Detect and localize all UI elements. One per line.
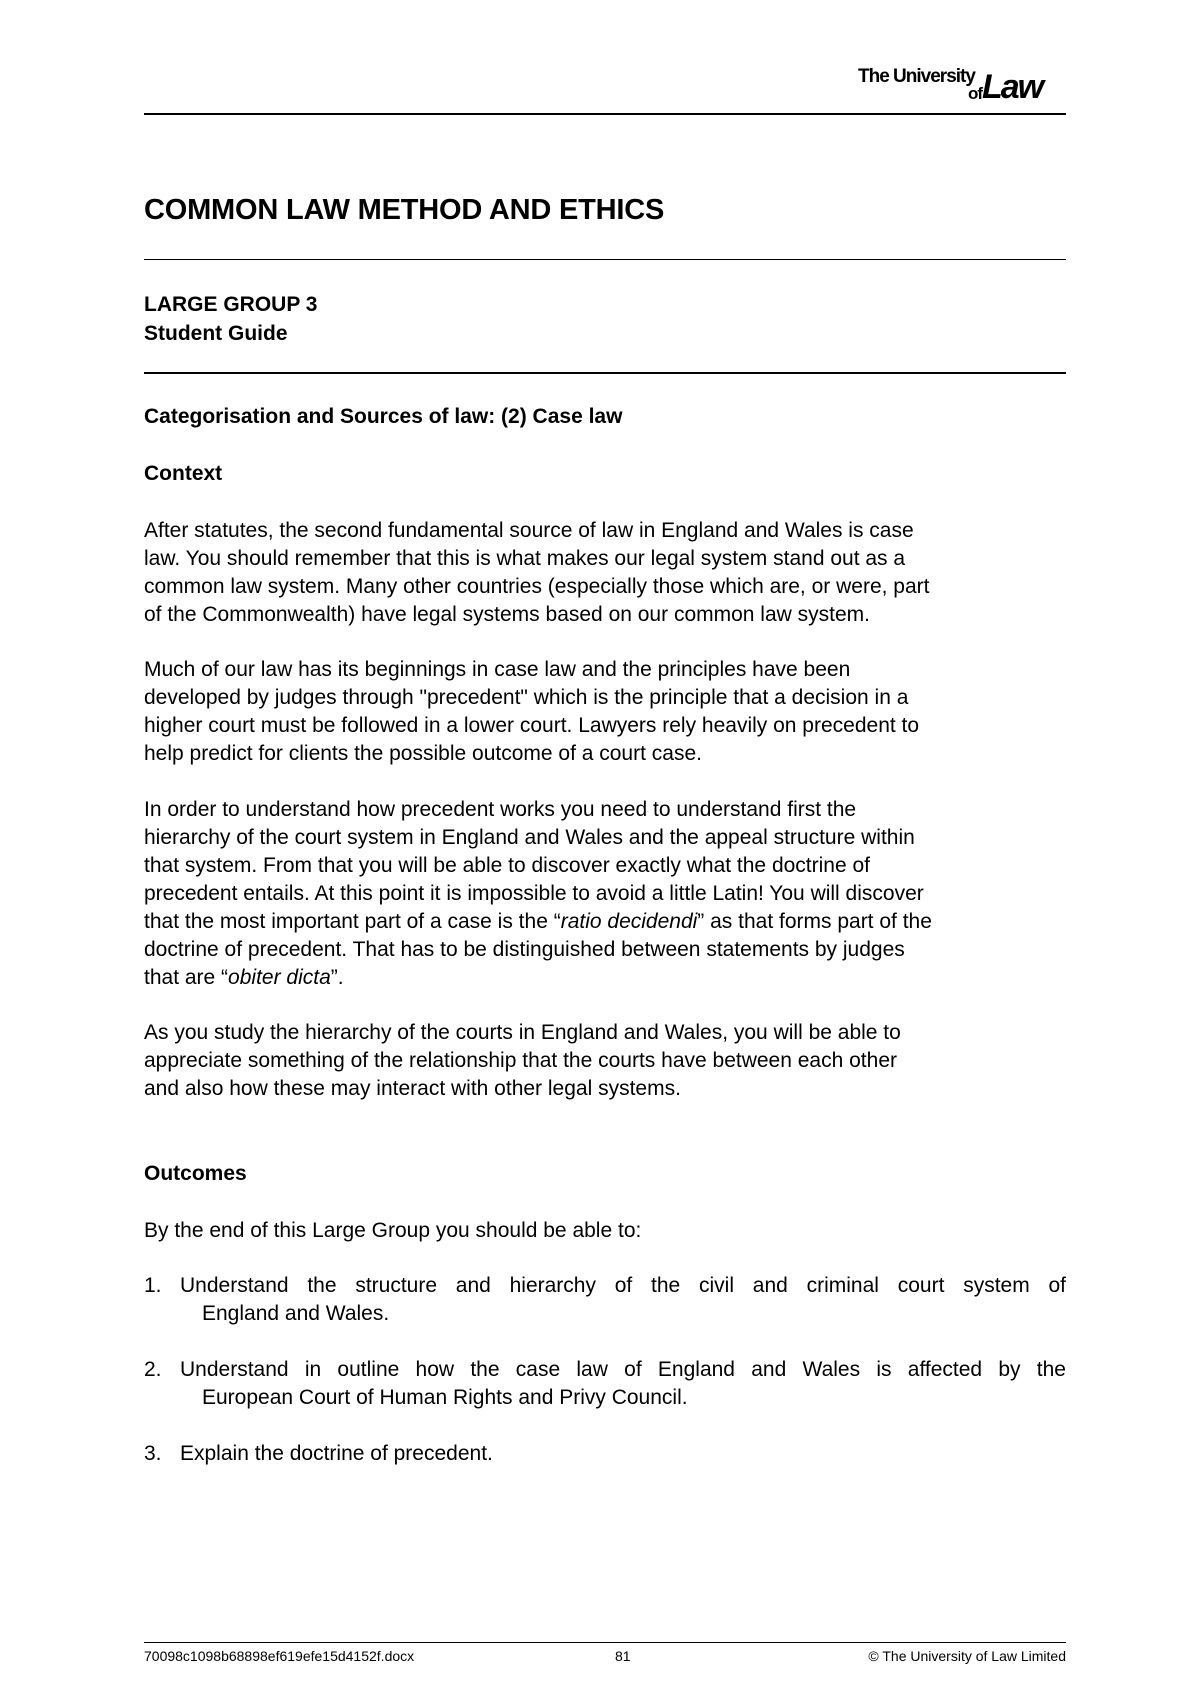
outcome-number: 2.: [144, 1358, 162, 1381]
paragraph-line: By the end of this Large Group you should be able to:: [144, 1219, 642, 1242]
paragraph-line: In order to understand how precedent works you need to understand first the: [144, 798, 857, 821]
paragraph-line: that system. From that you will be able to discover exactly what the doctrine of: [144, 854, 870, 877]
context-paragraph-4: [144, 1019, 1069, 1103]
obiter-dicta-term: obiter dicta: [228, 966, 331, 989]
group-divider: [144, 372, 1066, 374]
text-run: that the most important part of a case is the “: [144, 910, 561, 933]
logo-the-university-text: The University: [858, 66, 975, 87]
outcome-item-1: [144, 1272, 1066, 1328]
university-of-law-logo: [856, 64, 1066, 108]
context-paragraph-1: [144, 517, 1069, 629]
footer-copyright: © The University of Law Limited: [868, 1648, 1066, 1664]
document-title: COMMON LAW METHOD AND ETHICS: [144, 194, 665, 226]
paragraph-line: of the Commonwealth) have legal systems based on our common law system.: [144, 603, 870, 626]
paragraph-line: precedent entails. At this point it is impossible to avoid a little Latin! You will discover: [144, 882, 924, 905]
paragraph-line: higher court must be followed in a lower court. Lawyers rely heavily on precedent to: [144, 714, 920, 737]
paragraph-line: hierarchy of the court system in England and Wales and the appeal structure within: [144, 826, 915, 849]
context-paragraph-2: [144, 656, 1069, 768]
text-run: that are “: [144, 966, 229, 989]
footer-page-number: 81: [615, 1648, 631, 1664]
outcome-item-2: [144, 1356, 1066, 1412]
student-guide-label: Student Guide: [144, 322, 288, 345]
paragraph-line: developed by judges through "precedent" which is the principle that a decision in a: [144, 686, 909, 709]
ratio-decidendi-term: ratio decidendi: [560, 910, 698, 933]
outcomes-heading: Outcomes: [144, 1162, 247, 1185]
large-group-heading: [144, 290, 317, 348]
paragraph-line: help predict for clients the possible outcome of a court case.: [144, 742, 702, 765]
context-heading: Context: [144, 462, 223, 485]
outcome-text-line: Understand the structure and hierarchy of the civil and criminal court system of: [180, 1274, 1066, 1297]
paragraph-line: [144, 964, 1069, 992]
footer-divider: [144, 1642, 1066, 1643]
paragraph-line: Much of our law has its beginnings in case law and the principles have been: [144, 658, 851, 681]
paragraph-line: common law system. Many other countries (especially those which are, or were, part: [144, 575, 930, 598]
outcome-number: 3.: [144, 1442, 162, 1465]
footer-filename: 70098c1098b68898ef619efe15d4152f.docx: [144, 1648, 415, 1664]
outcome-text-line: European Court of Human Rights and Privy Council.: [202, 1386, 688, 1409]
paragraph-line: law. You should remember that this is what makes our legal system stand out as a: [144, 547, 906, 570]
topic-heading: Categorisation and Sources of law: (2) Case law: [144, 405, 623, 428]
outcome-text-line: Explain the doctrine of precedent.: [180, 1442, 493, 1465]
paragraph-line: and also how these may interact with other legal systems.: [144, 1077, 681, 1100]
paragraph-line: appreciate something of the relationship that the courts have between each other: [144, 1049, 897, 1072]
paragraph-line: [144, 908, 1069, 936]
context-paragraph-3: [144, 796, 1069, 992]
text-run: ” as that forms part of the: [697, 910, 932, 933]
title-divider: [144, 259, 1066, 260]
large-group-label: LARGE GROUP 3: [144, 293, 318, 316]
outcome-item-3: [144, 1440, 1066, 1468]
header-divider: [144, 113, 1066, 115]
text-run: ”.: [330, 966, 344, 989]
paragraph-line: As you study the hierarchy of the courts in England and Wales, you will be able to: [144, 1021, 901, 1044]
logo-law-text: Law: [982, 68, 1043, 106]
outcome-number: 1.: [144, 1274, 162, 1297]
outcome-text-line: England and Wales.: [202, 1302, 390, 1325]
outcomes-intro: [144, 1217, 1069, 1245]
paragraph-line: doctrine of precedent. That has to be distinguished between statements by judges: [144, 938, 905, 961]
logo-of-text: of: [968, 84, 983, 103]
outcome-text-line: Understand in outline how the case law of England and Wales is affected by the: [180, 1358, 1066, 1381]
paragraph-line: After statutes, the second fundamental source of law in England and Wales is case: [144, 519, 914, 542]
